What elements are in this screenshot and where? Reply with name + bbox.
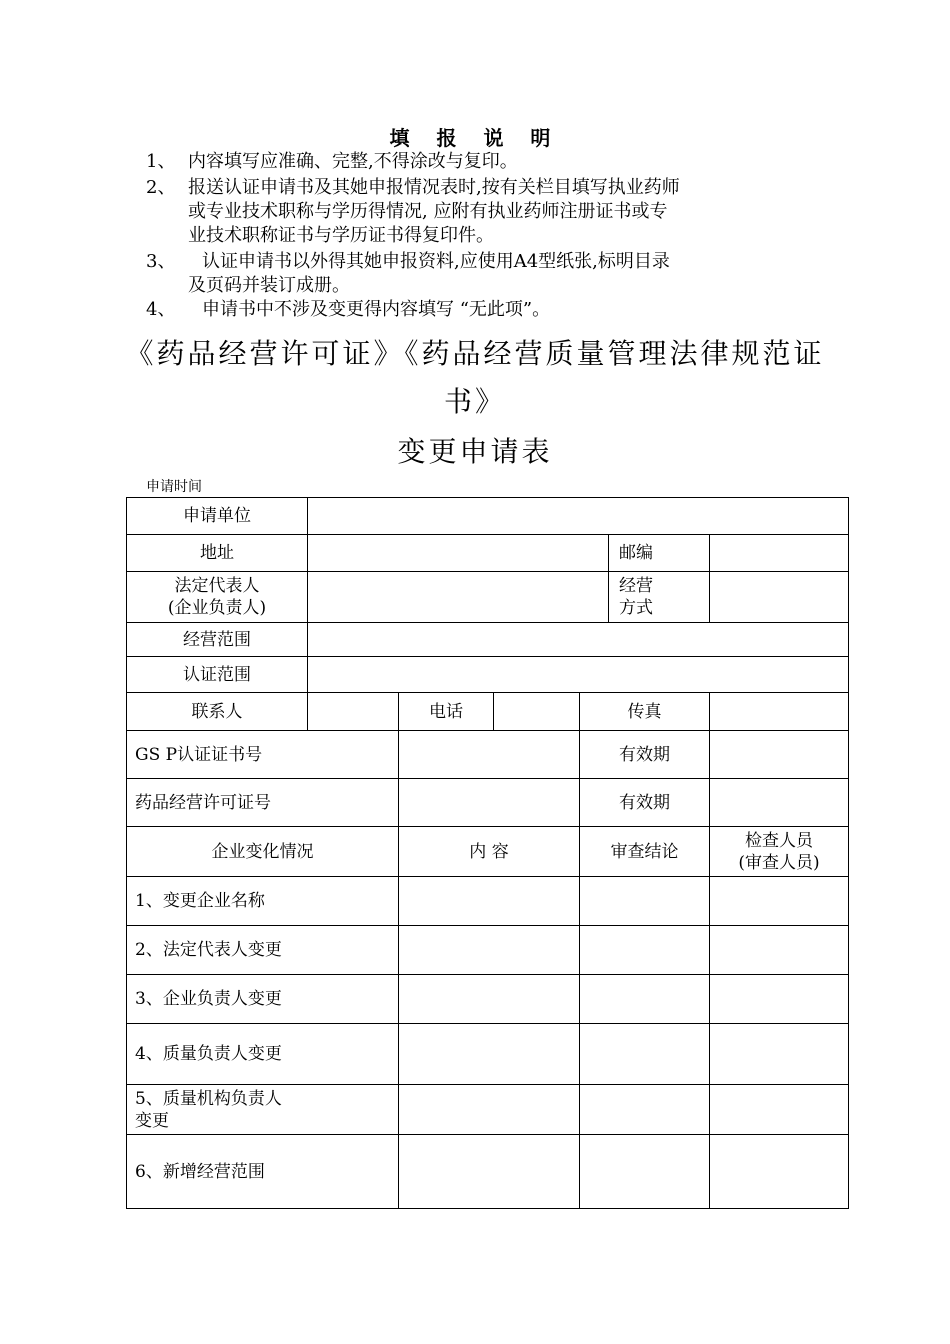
gsp-cert-no-field[interactable] [399, 731, 580, 779]
instruction-number: 4、 [146, 299, 176, 320]
license-validity-label: 有效期 [580, 779, 710, 827]
business-mode-field[interactable] [710, 572, 849, 623]
form-heading-line2: 书》 [443, 385, 506, 418]
cert-scope-field[interactable] [308, 657, 849, 693]
change-row-conclusion[interactable] [580, 877, 710, 926]
change-row-label: 5、质量机构负责人变更 [127, 1085, 399, 1135]
business-scope-label: 经营范围 [127, 623, 308, 657]
business-mode-label-line1: 经营 [619, 576, 653, 596]
col-header-change: 企业变化情况 [127, 827, 399, 877]
business-mode-label-line2: 方式 [619, 598, 653, 618]
change-row-inspector[interactable] [710, 926, 849, 975]
instruction-text: 认证申请书以外得其她申报资料,应使用A4型纸张,标明目录 [202, 251, 670, 272]
change-row-inspector[interactable] [710, 1135, 849, 1209]
business-scope-field[interactable] [308, 623, 849, 657]
change-row-conclusion[interactable] [580, 1085, 710, 1135]
instruction-text: 业技术职称证书与学历证书得复印件。 [188, 225, 494, 246]
license-no-label: 药品经营许可证号 [127, 779, 399, 827]
change-row-inspector[interactable] [710, 1024, 849, 1085]
change-row-conclusion[interactable] [580, 1135, 710, 1209]
legal-rep-field[interactable] [308, 572, 609, 623]
legal-rep-label-line1: 法定代表人 [174, 576, 260, 596]
change-row-label: 1、变更企业名称 [127, 877, 399, 926]
license-no-field[interactable] [399, 779, 580, 827]
instruction-text: 报送认证申请书及其她申报情况表时,按有关栏目填写执业药师 [188, 177, 680, 198]
instruction-text: 或专业技术职称与学历得情况, 应附有执业药师注册证书或专 [188, 201, 668, 222]
change-row-label: 2、法定代表人变更 [127, 926, 399, 975]
change-row-conclusion[interactable] [580, 926, 710, 975]
instruction-text: 内容填写应准确、完整,不得涂改与复印。 [188, 151, 518, 172]
change-row-label: 3、企业负责人变更 [127, 975, 399, 1024]
change-row-conclusion[interactable] [580, 975, 710, 1024]
address-label: 地址 [127, 535, 308, 572]
fax-field[interactable] [710, 693, 849, 731]
applicant-label: 申请单位 [127, 498, 308, 535]
gsp-cert-no-label: GS P认证证书号 [127, 731, 399, 779]
change-row-content[interactable] [399, 975, 580, 1024]
change-row-inspector[interactable] [710, 975, 849, 1024]
change-application-table [126, 497, 849, 1209]
instruction-4 [146, 298, 826, 322]
license-validity-field[interactable] [710, 779, 849, 827]
instruction-2 [146, 176, 826, 248]
change-row-content[interactable] [399, 877, 580, 926]
change-row-inspector[interactable] [710, 877, 849, 926]
instruction-text: 及页码并装订成册。 [188, 275, 350, 296]
address-field[interactable] [308, 535, 609, 572]
change-row-label: 6、新增经营范围 [127, 1135, 399, 1209]
form-heading-title: 变更申请表 [397, 435, 553, 468]
change-row-inspector[interactable] [710, 1085, 849, 1135]
legal-rep-label [127, 572, 308, 623]
legal-rep-label-line2: (企业负责人) [167, 598, 267, 618]
change-row-content[interactable] [399, 926, 580, 975]
postcode-label: 邮编 [609, 535, 710, 572]
instruction-number: 3、 [146, 251, 176, 272]
change-row-content[interactable] [399, 1085, 580, 1135]
instruction-number: 2、 [146, 177, 176, 198]
apply-time-label: 申请时间 [146, 479, 202, 495]
col-header-inspector [710, 827, 849, 877]
phone-field[interactable] [494, 693, 580, 731]
fax-label: 传真 [580, 693, 710, 731]
col-header-content: 内 容 [399, 827, 580, 877]
gsp-validity-label: 有效期 [580, 731, 710, 779]
business-mode-label [609, 572, 710, 623]
instruction-1 [146, 150, 826, 174]
instruction-text: 申请书中不涉及变更得内容填写 “无此项”。 [202, 299, 551, 320]
applicant-field[interactable] [308, 498, 849, 535]
change-row-conclusion[interactable] [580, 1024, 710, 1085]
col-header-inspector-line1: 检查人员 [745, 830, 813, 851]
col-header-inspector-line2: (审查人员) [738, 852, 820, 873]
instruction-number: 1、 [146, 151, 176, 172]
col-header-conclusion: 审查结论 [580, 827, 710, 877]
instructions-title: 填 报 说 明 [389, 126, 561, 150]
instruction-3 [146, 250, 826, 298]
change-row-content[interactable] [399, 1135, 580, 1209]
change-row-content[interactable] [399, 1024, 580, 1085]
change-row-label: 4、质量负责人变更 [127, 1024, 399, 1085]
gsp-validity-field[interactable] [710, 731, 849, 779]
phone-label: 电话 [399, 693, 494, 731]
postcode-field[interactable] [710, 535, 849, 572]
contact-label: 联系人 [127, 693, 308, 731]
cert-scope-label: 认证范围 [127, 657, 308, 693]
form-heading-line1: 《药品经营许可证》《药品经营质量管理法律规范证 [125, 337, 825, 370]
contact-field[interactable] [308, 693, 399, 731]
